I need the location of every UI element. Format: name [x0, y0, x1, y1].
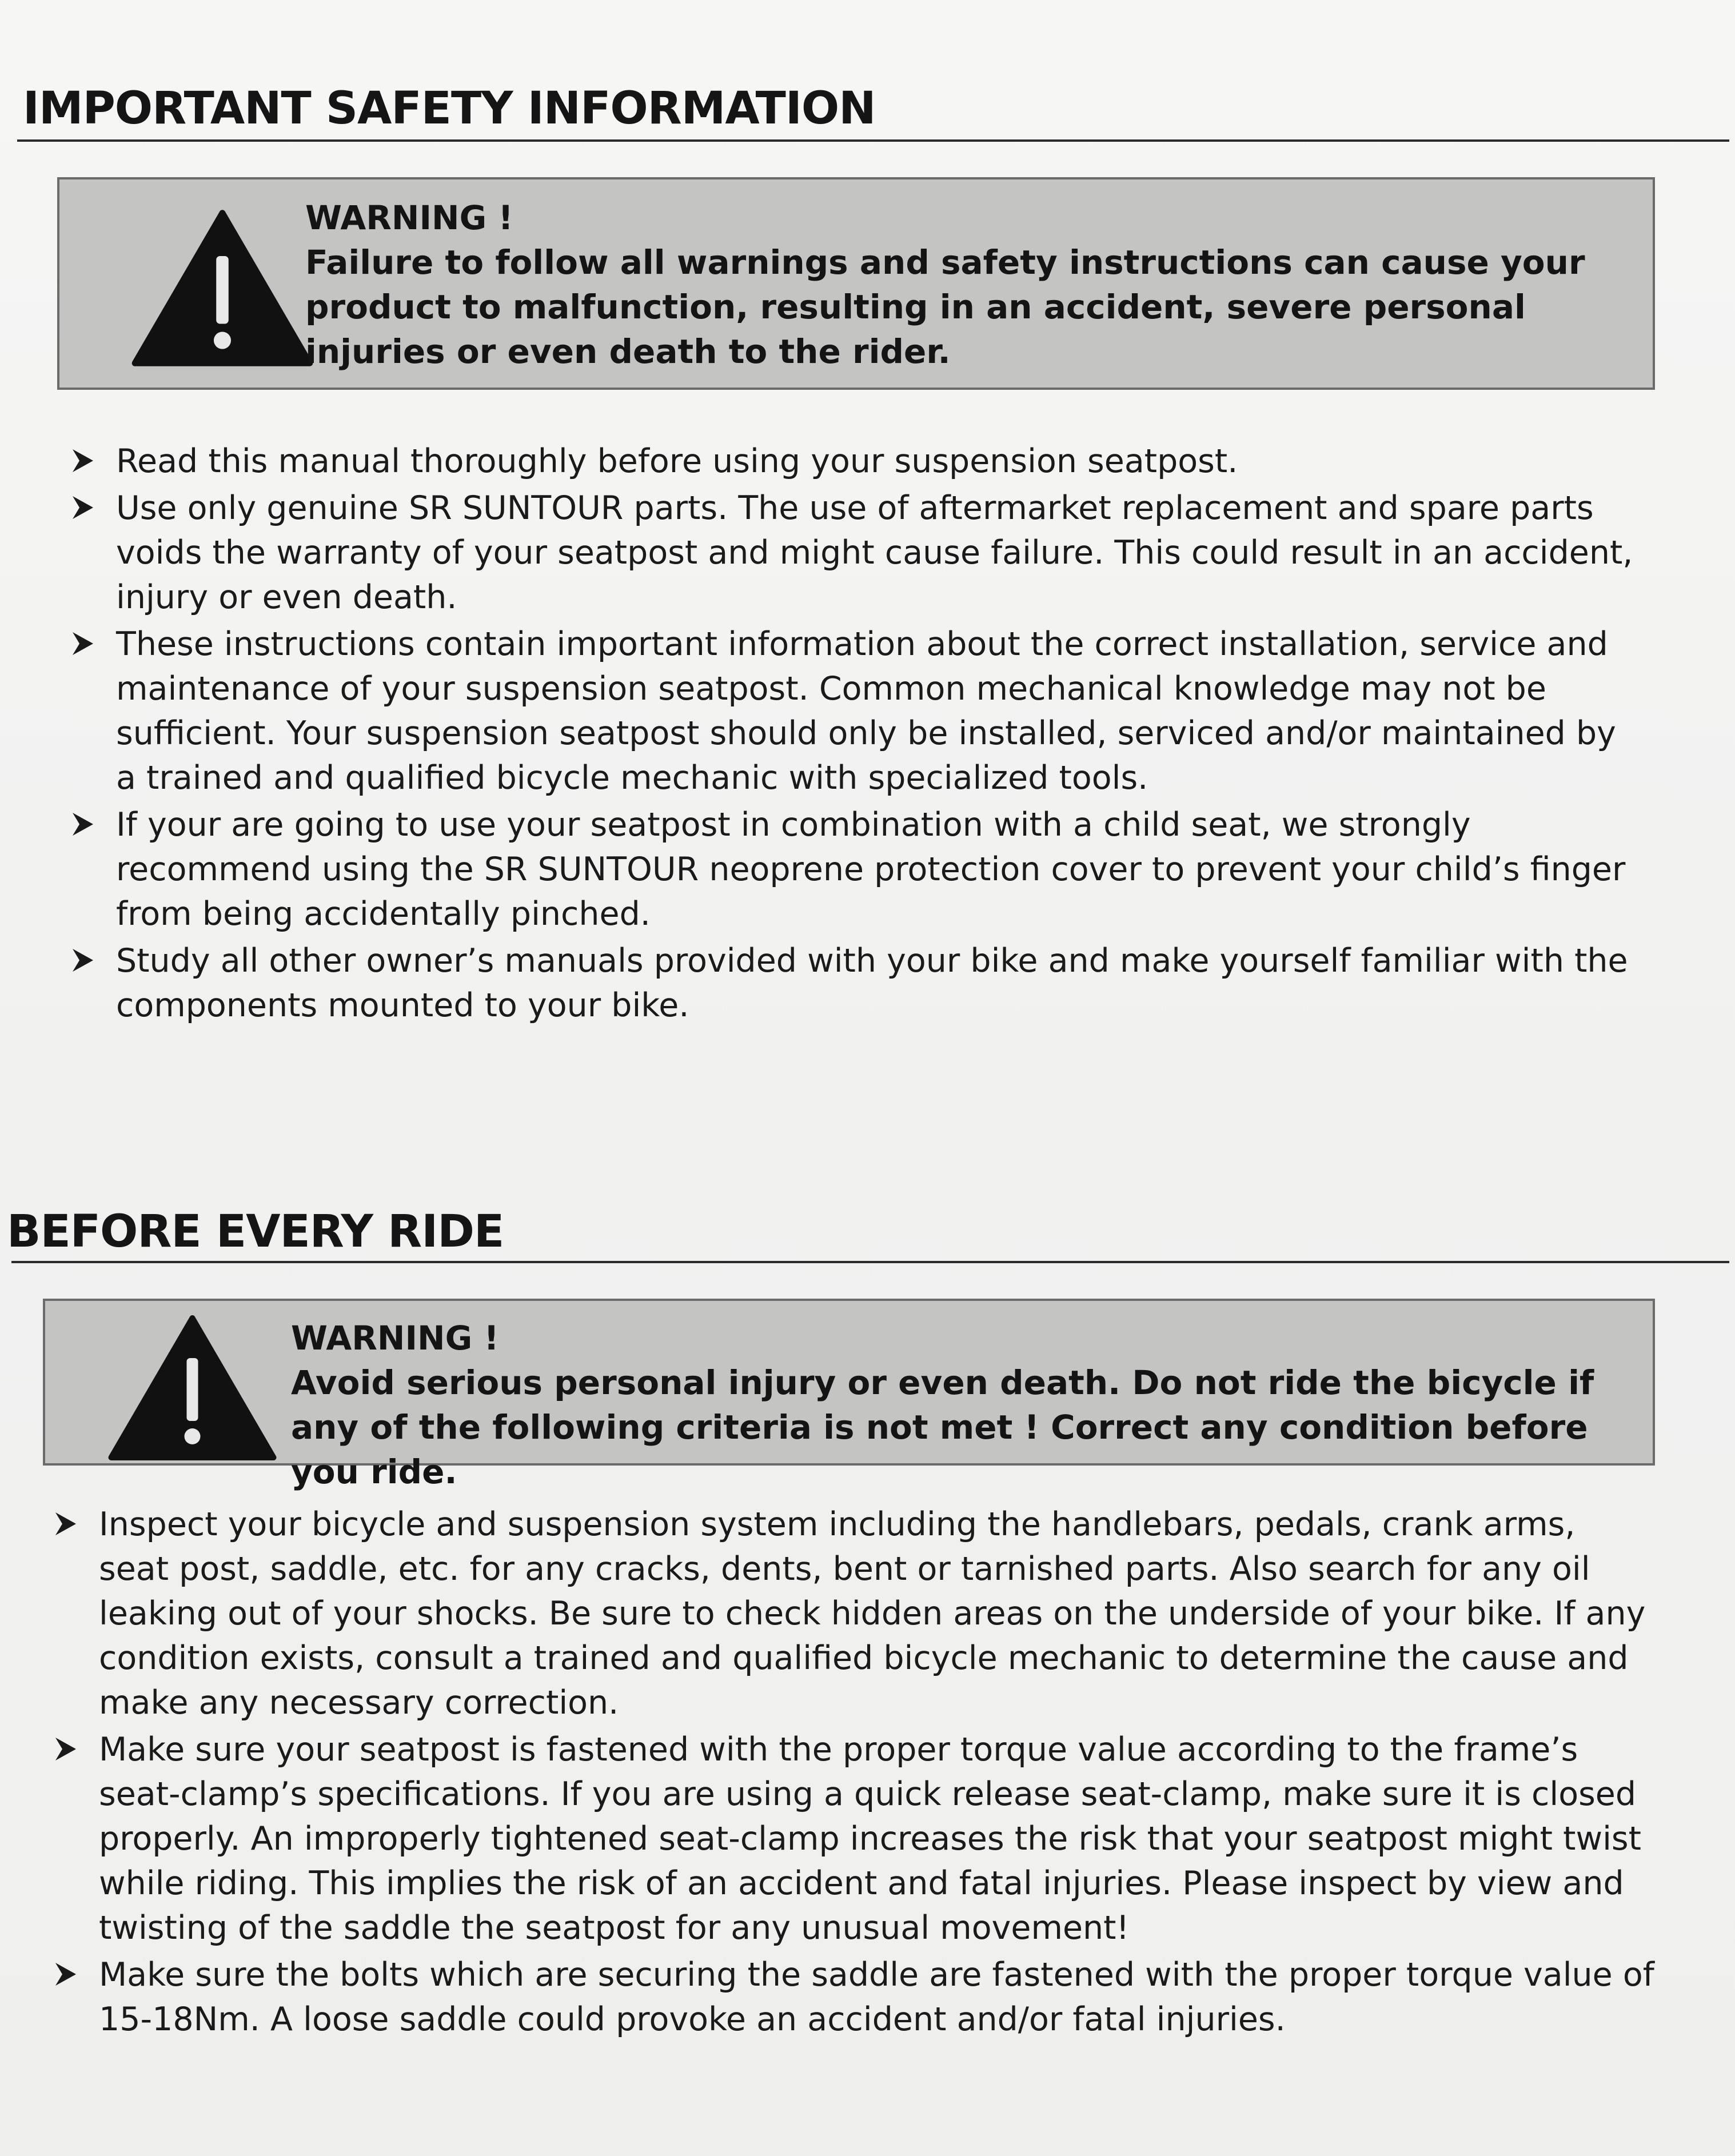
warning-box — [43, 1299, 1655, 1491]
section-divider — [11, 1261, 1729, 1263]
arrow-bullet-icon — [71, 495, 94, 520]
warning-heading: WARNING ! — [305, 198, 513, 237]
warning-heading: WARNING ! — [291, 1319, 499, 1358]
list-item-text: Make sure your seatpost is fastened with the proper torque value according to the frame’s seat-clamp’s specifications. If you are using a quick release seat-clamp, make sure it is closed properly. An improperly tightened seat-clamp increases the risk that your seatpost might twist while riding. This implies the risk of an accident and fatal injuries. Please inspect by view and twisting of the saddle the seatpost for any unusual movement! — [99, 1731, 1641, 1947]
section-title-before-ride: BEFORE EVERY RIDE — [7, 1206, 504, 1257]
arrow-bullet-icon — [54, 1511, 77, 1536]
section-divider — [17, 139, 1729, 142]
list-item-text: These instructions contain important information about the correct installation, service and maintenance of your suspension seatpost. Common mechanical knowledge may not be sufficient. Your suspension seatpost should only be installed, serviced and/or maintained by a trained and qualified bicycle mechanic with specialized tools. — [116, 625, 1616, 797]
list-item-text: If your are going to use your seatpost in combination with a child seat, we strongly recommend using the SR SUNTOUR neoprene protection cover to prevent your child’s finger from being accidentally pinched. — [116, 806, 1626, 933]
arrow-bullet-icon — [54, 1962, 77, 1987]
list-item — [71, 439, 1638, 484]
warning-body: Avoid serious personal injury or even death. Do not ride the bicycle if any of the following criteria is not met ! Correct any condition before you ride. — [291, 1363, 1594, 1491]
warning-text — [291, 1316, 1640, 1494]
list-item — [71, 939, 1638, 1028]
list-item-text: Use only genuine SR SUNTOUR parts. The use of aftermarket replacement and spare parts voids the warranty of your seatpost and might cause failure. This could result in an accident, injury or even death. — [116, 489, 1633, 616]
list-item — [54, 1502, 1655, 1725]
list-item — [54, 1727, 1655, 1950]
warning-triangle-icon — [91, 1313, 294, 1462]
list-item — [54, 1953, 1655, 2042]
list-item — [71, 622, 1638, 800]
list-item-text: Make sure the bolts which are securing the saddle are fastened with the proper torque value of 15-18Nm. A loose saddle could provoke an accident and/or fatal injuries. — [99, 1956, 1654, 2038]
arrow-bullet-icon — [71, 948, 94, 973]
warning-text — [305, 195, 1637, 374]
warning-triangle-icon — [117, 208, 328, 368]
list-item — [71, 802, 1638, 936]
list-item — [71, 486, 1638, 620]
arrow-bullet-icon — [71, 812, 94, 837]
arrow-bullet-icon — [54, 1736, 77, 1762]
arrow-bullet-icon — [71, 448, 94, 473]
list-item-text: Study all other owner’s manuals provided with your bike and make yourself familiar with the components mounted to your bike. — [116, 942, 1628, 1024]
warning-box — [57, 177, 1655, 390]
section-title-safety: IMPORTANT SAFETY INFORMATION — [23, 83, 876, 134]
warning-body: Failure to follow all warnings and safety instructions can cause your product to malfunction, resulting in an accident, severe personal injuries or even death to the rider. — [305, 243, 1585, 371]
list-item-text: Read this manual thoroughly before using your suspension seatpost. — [116, 442, 1238, 480]
safety-bullet-list — [71, 439, 1638, 1030]
arrow-bullet-icon — [71, 631, 94, 656]
list-item-text: Inspect your bicycle and suspension system including the handlebars, pedals, crank arms, seat post, saddle, etc. for any cracks, dents, bent or tarnished parts. Also search for any oil leaking out of your shocks. Be sure to check hidden areas on the underside of your bike. If any condition exists, consult a trained and qualified bicycle mechanic to determine the cause and make any necessary correction. — [99, 1506, 1646, 1722]
ride-bullet-list — [54, 1502, 1655, 2044]
